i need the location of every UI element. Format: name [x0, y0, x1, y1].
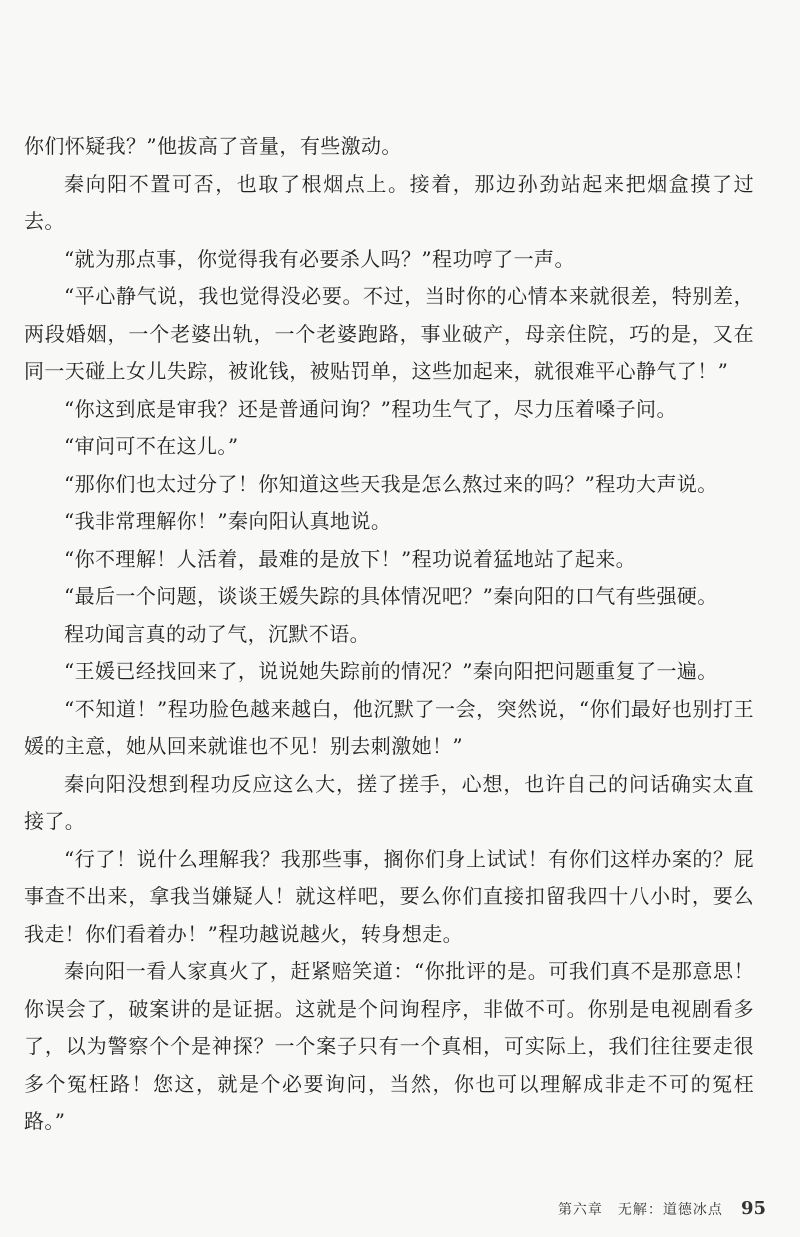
paragraph: “最后一个问题，谈谈王媛失踪的具体情况吧？”秦向阳的口气有些强硬。: [64, 584, 718, 608]
page-number: 95: [740, 1198, 766, 1219]
chapter-title: 第六章 无解：道德冰点: [557, 1202, 723, 1218]
paragraph: “不知道！”程功脸色越来越白，他沉默了一会，突然说，“你们最好也别打王媛的主意，她从回来就谁也不见！别去刺激她！”: [24, 696, 754, 758]
paragraph: 秦向阳没想到程功反应这么大，搓了搓手，心想，也许自己的问话确实太直接了。: [24, 771, 754, 833]
paragraph: “就为那点事，你觉得我有必要杀人吗？”程功哼了一声。: [64, 246, 575, 271]
paragraph: 秦向阳不置可否，也取了根烟点上。接着，那边孙劲站起来把烟盒摸了过去。: [24, 171, 754, 233]
paragraph: “行了！说什么理解我？我那些事，搁你们身上试试！有你们这样办案的？屁事查不出来，拿我当嫌疑人！就这样吧，要么你们直接扣留我四十八小时，要么我走！你们看着办！”程功越说越火，转身想走。: [24, 846, 754, 946]
paragraph: 秦向阳一看人家真火了，赶紧赔笑道：“你批评的是。可我们真不是那意思！你误会了，破案讲的是证据。这就是个问询程序，非做不可。你别是电视剧看多了，以为警察个个是神探？一个案子只有一个真相，可实际上，我们往往要走很多个冤枉路！您这，就是个必要询问，当然，你也可以理解成非走不可的冤枉路。”: [24, 959, 754, 1133]
paragraph: “我非常理解你！”秦向阳认真地说。: [64, 509, 392, 533]
paragraph: “审问可不在这儿。”: [64, 434, 239, 458]
page-footer: [558, 1198, 766, 1219]
paragraph: “你这到底是审我？还是普通问询？”程功生气了，尽力压着嗓子问。: [64, 396, 677, 421]
paragraph: “王媛已经找回来了，说说她失踪前的情况？”秦向阳把问题重复了一遍。: [64, 659, 718, 683]
page-body-text: [24, 128, 754, 1141]
paragraph: “你不理解！人活着，最难的是放下！”程功说着猛地站了起来。: [64, 546, 637, 571]
paragraph: 你们怀疑我？”他拔高了音量，有些激动。: [24, 134, 402, 158]
paragraph: “那你们也太过分了！你知道这些天我是怎么熬过来的吗？”程功大声说。: [64, 471, 718, 496]
paragraph: “平心静气说，我也觉得没必要。不过，当时你的心情本来就很差，特别差，两段婚姻，一个老婆出轨，一个老婆跑路，事业破产，母亲住院，巧的是，又在同一天碰上女儿失踪，被讹钱，被贴罚单，这些加起来，就很难平心静气了！”: [24, 284, 754, 383]
paragraph: 程功闻言真的动了气，沉默不语。: [64, 621, 370, 646]
